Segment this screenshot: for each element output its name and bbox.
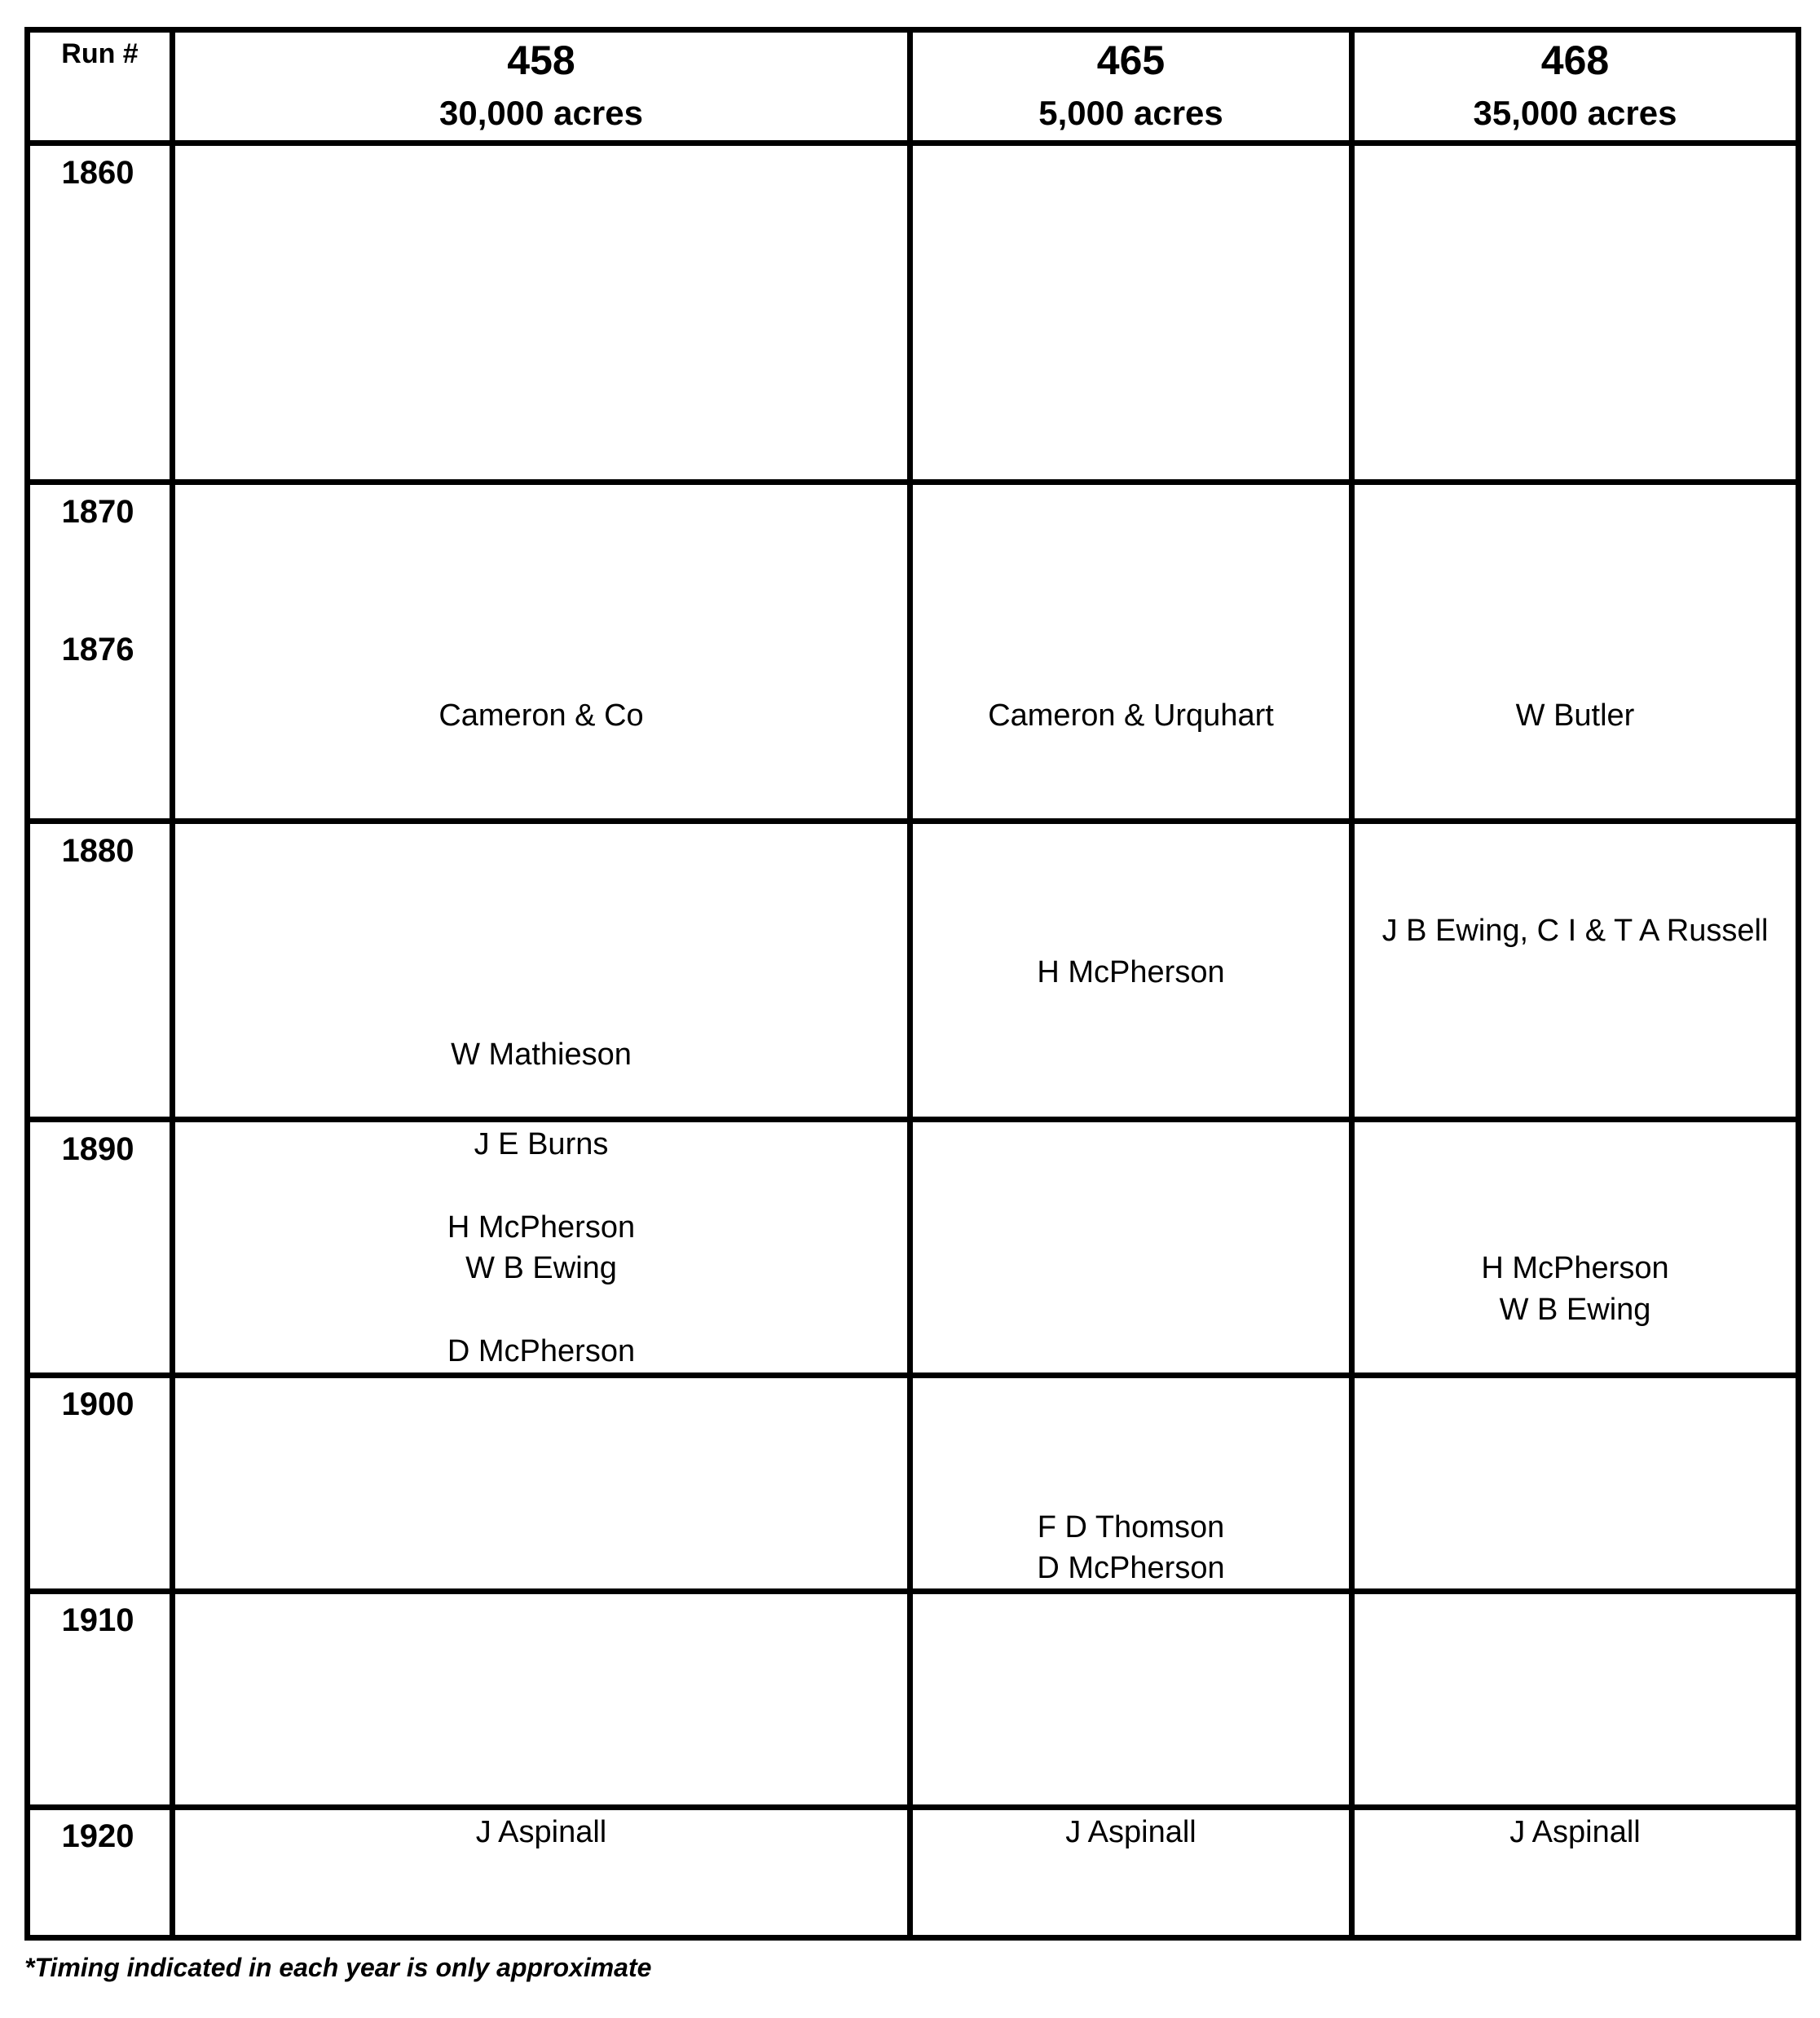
row-divider [24, 1588, 1801, 1594]
timing-footnote: *Timing indicated in each year is only approximate [24, 1953, 652, 1982]
run-header-label: Run # [61, 38, 139, 69]
ownership-table [24, 27, 1801, 1941]
run-465-cameron-urquhart: Cameron & Urquhart [988, 698, 1274, 733]
run-458-d-mcpherson: D McPherson [447, 1334, 636, 1368]
run-468-ewing-russell: J B Ewing, C I & T A Russell [1382, 914, 1769, 948]
row-divider [24, 140, 1801, 146]
table-border-bottom [24, 1935, 1801, 1941]
run-458-w-mathieson: W Mathieson [451, 1038, 632, 1072]
run-465-acres: 5,000 acres [1038, 94, 1223, 132]
year-1920: 1920 [61, 1818, 134, 1854]
row-divider [24, 1117, 1801, 1122]
table-border-right [1796, 27, 1801, 1941]
table-border-left [24, 27, 30, 1941]
run-468-w-b-ewing: W B Ewing [1499, 1293, 1651, 1327]
run-458-h-mcpherson: H McPherson [447, 1210, 636, 1245]
run-468-h-mcpherson: H McPherson [1481, 1251, 1669, 1285]
row-divider [24, 818, 1801, 824]
run-465-f-d-thomson: F D Thomson [1037, 1510, 1225, 1544]
run-468-number: 468 [1540, 37, 1610, 83]
column-divider [907, 27, 913, 1941]
table-border-top [24, 27, 1801, 33]
column-divider [1349, 27, 1355, 1941]
year-1900: 1900 [61, 1386, 134, 1422]
run-458-number: 458 [507, 37, 575, 83]
run-458-cameron-co: Cameron & Co [438, 698, 644, 733]
run-465-j-aspinall: J Aspinall [1065, 1815, 1196, 1849]
run-465-d-mcpherson: D McPherson [1037, 1551, 1225, 1585]
year-1876: 1876 [61, 632, 134, 668]
run-458-j-aspinall: J Aspinall [475, 1815, 607, 1849]
year-1890: 1890 [61, 1131, 134, 1167]
run-468-acres: 35,000 acres [1473, 94, 1677, 132]
run-468-j-aspinall: J Aspinall [1509, 1815, 1641, 1849]
column-divider [170, 27, 175, 1941]
run-468-w-butler: W Butler [1515, 698, 1635, 733]
year-1860: 1860 [61, 155, 134, 191]
year-1870: 1870 [61, 494, 134, 530]
run-458-w-b-ewing: W B Ewing [465, 1251, 617, 1285]
run-465-number: 465 [1096, 37, 1166, 83]
run-465-h-mcpherson: H McPherson [1037, 955, 1225, 989]
year-1880: 1880 [61, 833, 134, 869]
run-458-acres: 30,000 acres [439, 94, 643, 132]
row-divider [24, 1373, 1801, 1378]
row-divider [24, 479, 1801, 485]
year-1910: 1910 [61, 1602, 134, 1638]
row-divider [24, 1804, 1801, 1810]
run-458-j-e-burns: J E Burns [474, 1127, 609, 1161]
